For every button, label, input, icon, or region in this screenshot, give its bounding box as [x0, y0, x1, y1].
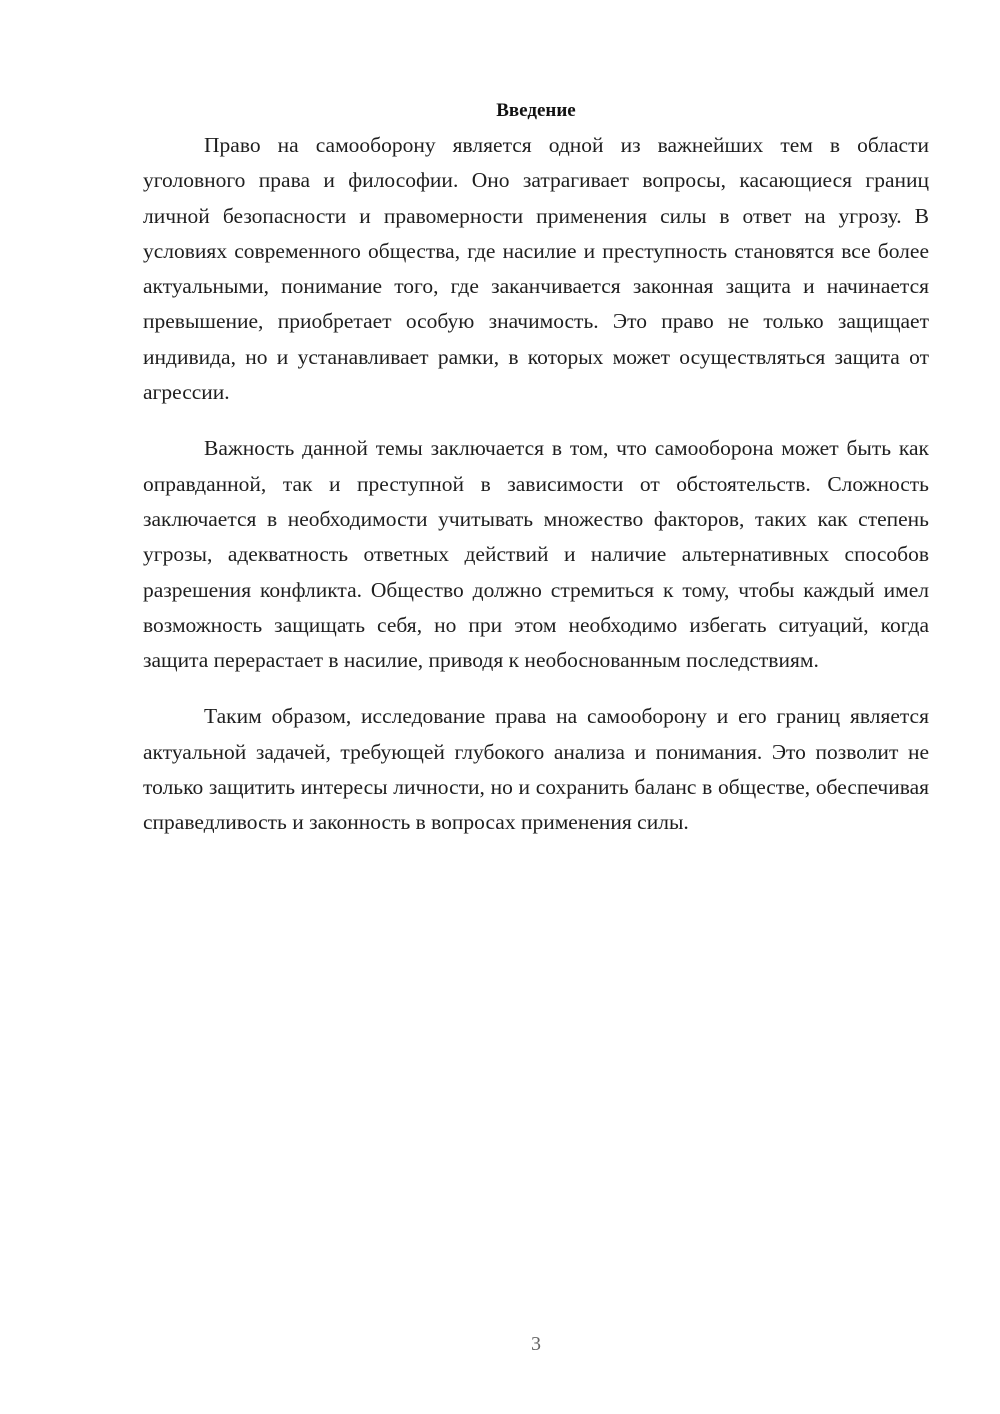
page-number: 3	[531, 1333, 541, 1355]
section-title: Введение	[496, 100, 576, 121]
paragraph-conclusion: Таким образом, исследование права на самооборону и его границ является актуальной задачей, требующей глубокого анализа и понимания. Это позволит не только защитить интересы личности, но и сохранить баланс в обществе, обеспечивая справедливость и законность в вопросах применения силы.	[143, 704, 929, 835]
paragraph-importance: Важность данной темы заключается в том, что самооборона может быть как оправданной, так и преступной в зависимости от обстоятельств. Сложность заключается в необходимости учитывать множество факторов, таких как степень угрозы, адекватность ответных действий и наличие альтернативных способов разрешения конфликта. Общество должно стремиться к тому, чтобы каждый имел возможность защищать себя, но при этом необходимо избегать ситуаций, когда защита перерастает в насилие, приводя к необоснованным последствиям.	[143, 436, 929, 673]
paragraph-intro: Право на самооборону является одной из важнейших тем в области уголовного права и философии. Оно затрагивает вопросы, касающиеся границ личной безопасности и правомерности применения силы в ответ на угрозу. В условиях современного общества, где насилие и преступность становятся все более актуальными, понимание того, где заканчивается законная защита и начинается превышение, приобретает особую значимость. Это право не только защищает индивида, но и устанавливает рамки, в которых может осуществляться защита от агрессии.	[143, 133, 929, 405]
page-content	[143, 96, 929, 862]
